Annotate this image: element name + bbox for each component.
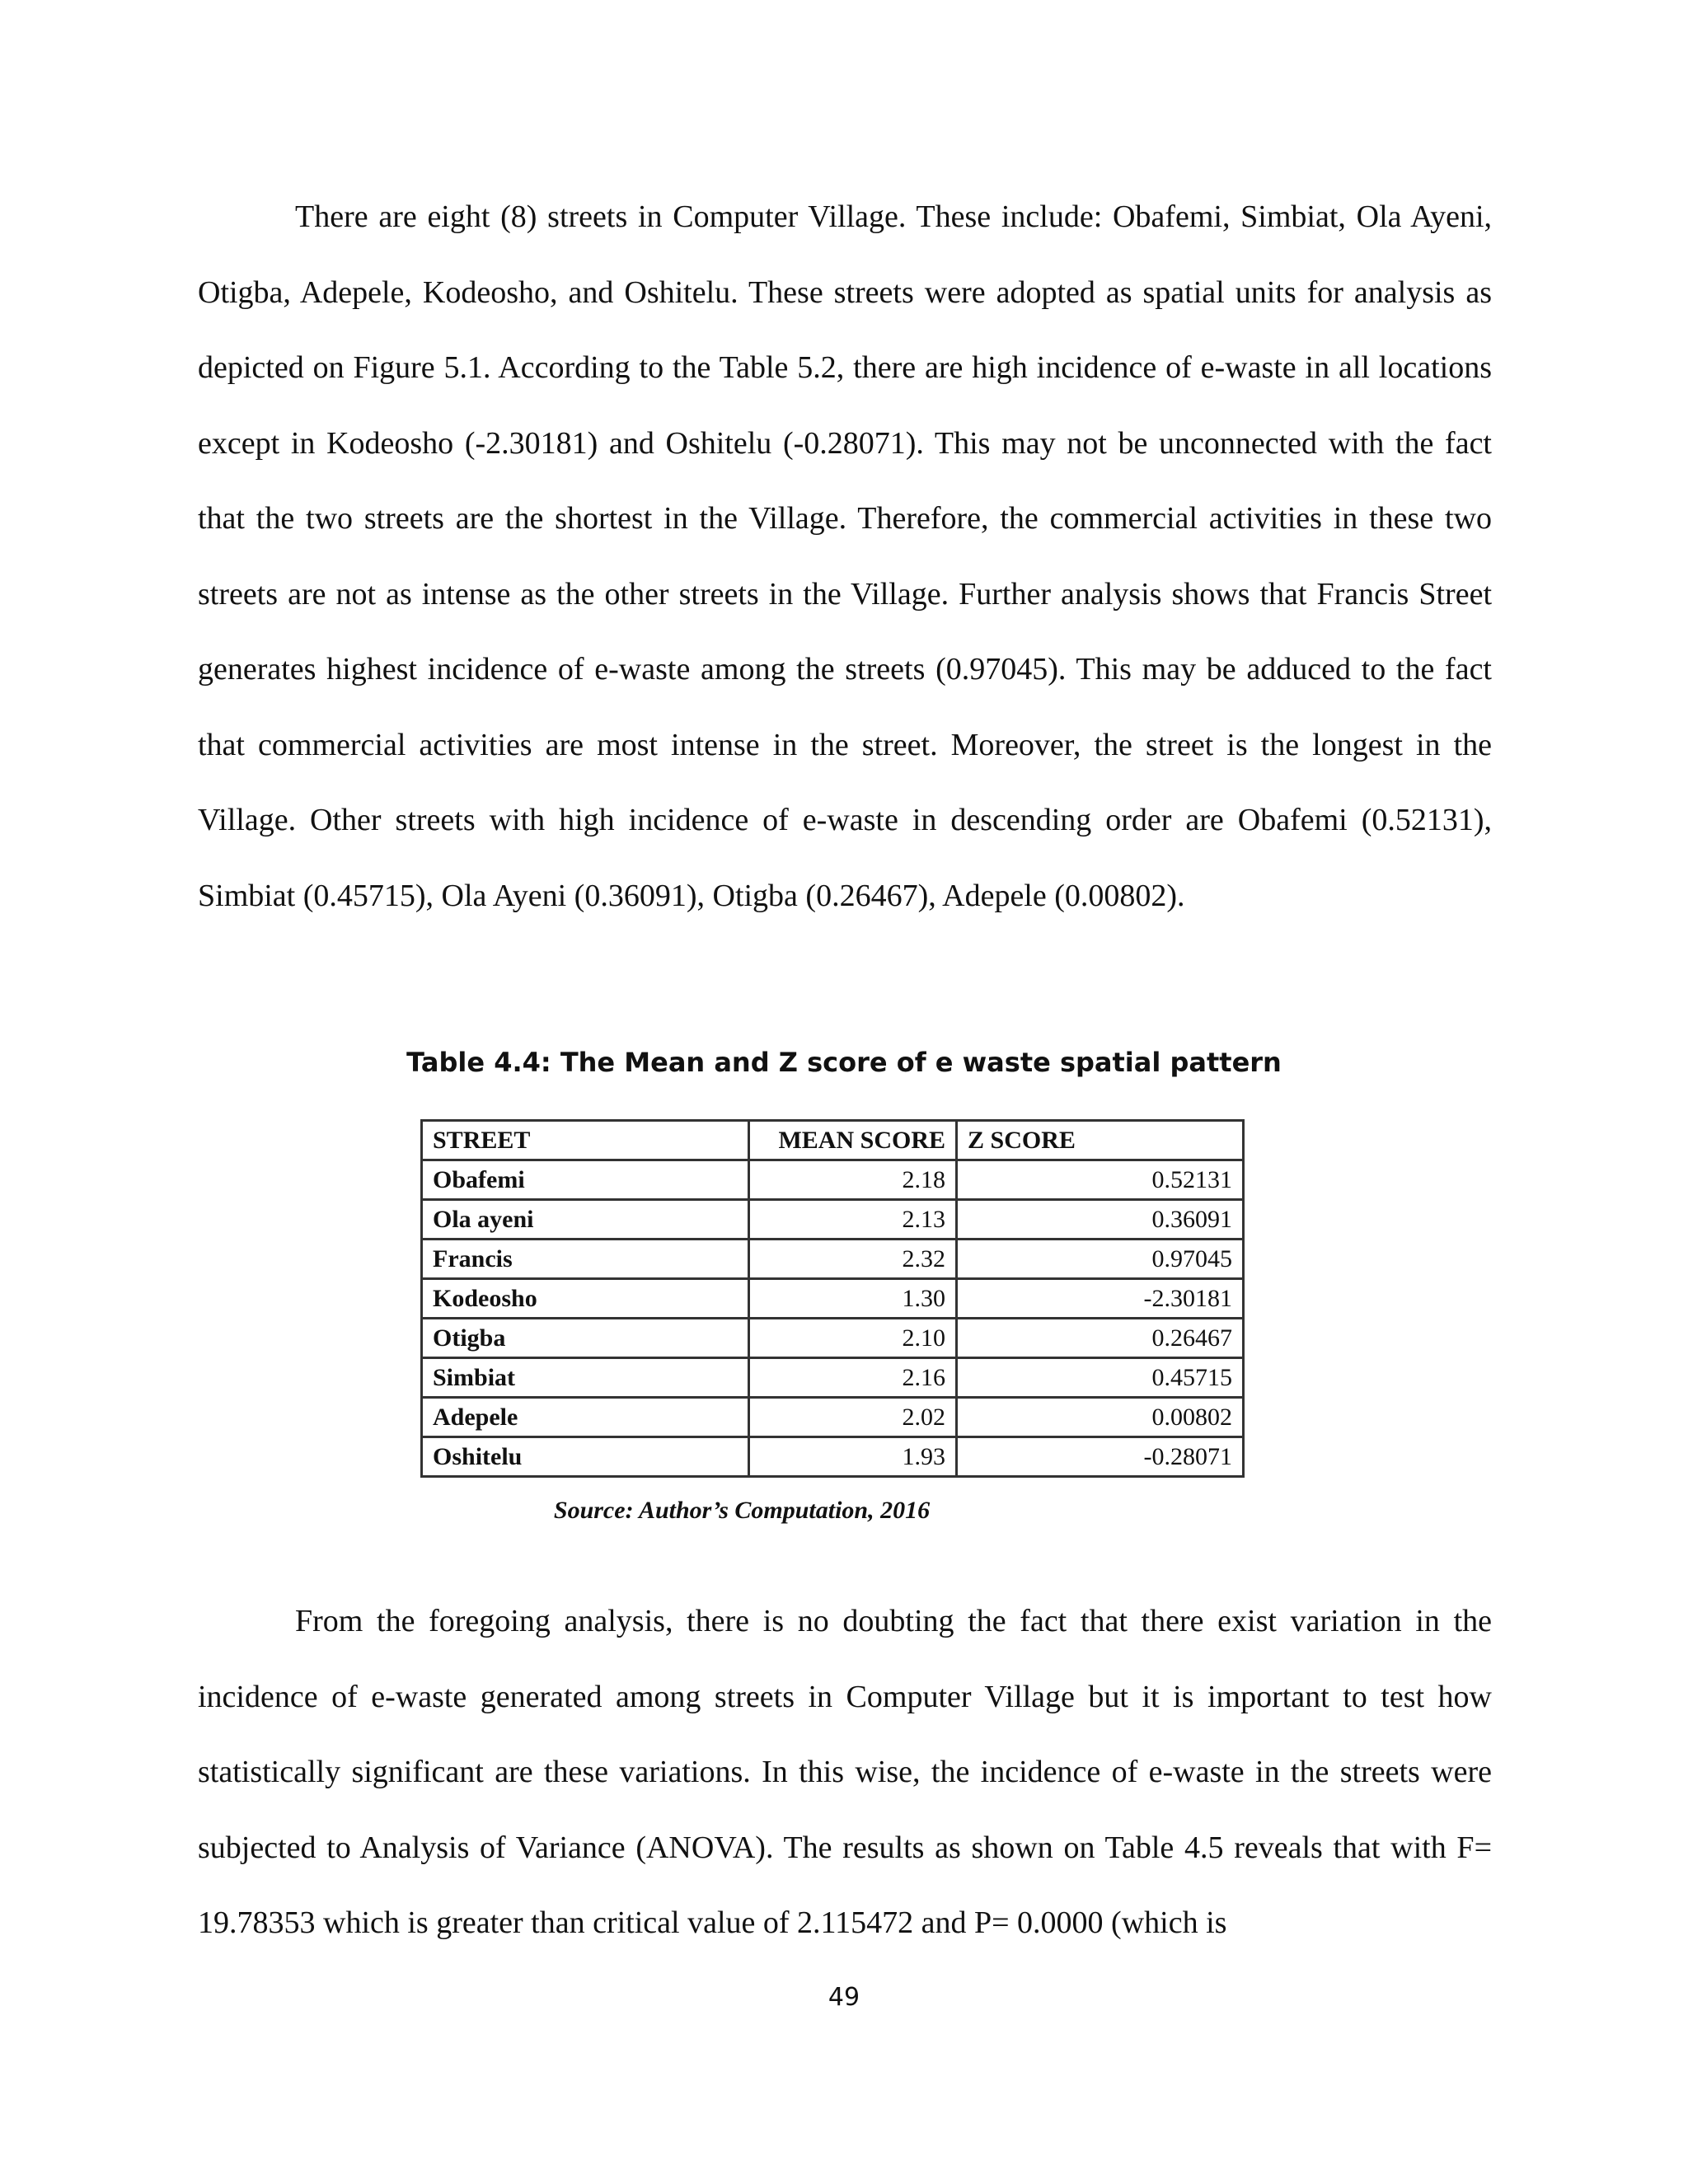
mean-score: 2.02 <box>749 1398 957 1437</box>
table-row <box>422 1279 1244 1319</box>
mean-score: 1.93 <box>749 1437 957 1477</box>
street-name: Adepele <box>422 1398 749 1437</box>
street-name: Simbiat <box>422 1358 749 1398</box>
table-source-note: Source: Author’s Computation, 2016 <box>553 1497 931 1524</box>
header-street: STREET <box>422 1121 749 1160</box>
table-row <box>422 1240 1244 1279</box>
z-score: 0.26467 <box>957 1319 1244 1358</box>
table-caption: Table 4.4: The Mean and Z score of e waste spatial pattern <box>406 1047 1282 1078</box>
street-name: Kodeosho <box>422 1279 749 1319</box>
table-row <box>422 1200 1244 1240</box>
table-row <box>422 1437 1244 1477</box>
paragraph-text: There are eight (8) streets in Computer Village. These include: Obafemi, Simbiat, Ola Ayeni, Otigba, Adepele, Kodeosho, and Oshitelu. These streets were adopted as spatial units for analysis as depicted on Figure 5.1. According to the Table 5.2, there are high incidence of e-waste in all locations except in Kodeosho (-2.30181) and Oshitelu (-0.28071). This may not be unconnected with the fact that the two streets are the shortest in the Village. Therefore, the commercial activities in these two streets are not as intense as the other streets in the Village. Further analysis shows that Francis Street generates highest incidence of e-waste among the streets (0.97045). This may be adduced to the fact that commercial activities are most intense in the street. Moreover, the street is the longest in the Village. Other streets with high incidence of e-waste in descending order are Obafemi (0.52131), Simbiat (0.45715), Ola Ayeni (0.36091), Otigba (0.26467), Adepele (0.00802). <box>198 199 1492 913</box>
z-score: 0.45715 <box>957 1358 1244 1398</box>
header-z-score: Z SCORE <box>957 1121 1244 1160</box>
table-row <box>422 1319 1244 1358</box>
z-score: 0.00802 <box>957 1398 1244 1437</box>
street-name: Ola ayeni <box>422 1200 749 1240</box>
mean-score: 1.30 <box>749 1279 957 1319</box>
header-mean-score: MEAN SCORE <box>749 1121 957 1160</box>
street-name: Otigba <box>422 1319 749 1358</box>
mean-zscore-table <box>420 1119 1245 1478</box>
street-name: Oshitelu <box>422 1437 749 1477</box>
street-name: Obafemi <box>422 1160 749 1200</box>
table-row <box>422 1160 1244 1200</box>
mean-score: 2.16 <box>749 1358 957 1398</box>
paragraph-text: From the foregoing analysis, there is no doubting the fact that there exist variation in the incidence of e-waste generated among streets in Computer Village but it is important to test how statistically significant are these variations. In this wise, the incidence of e-waste in the streets were subjected to Analysis of Variance (ANOVA). The results as shown on Table 4.5 reveals that with F= 19.78353 which is greater than critical value of 2.115472 and P= 0.0000 (which is <box>198 1604 1492 1940</box>
table-row <box>422 1398 1244 1437</box>
mean-score: 2.10 <box>749 1319 957 1358</box>
page-number: 49 <box>828 1983 860 2012</box>
z-score: 0.36091 <box>957 1200 1244 1240</box>
z-score: -0.28071 <box>957 1437 1244 1477</box>
paragraph-street-analysis <box>198 180 1492 934</box>
z-score: -2.30181 <box>957 1279 1244 1319</box>
z-score: 0.97045 <box>957 1240 1244 1279</box>
street-name: Francis <box>422 1240 749 1279</box>
table-row <box>422 1358 1244 1398</box>
mean-score: 2.13 <box>749 1200 957 1240</box>
paragraph-anova <box>198 1584 1492 1961</box>
table-header-row <box>422 1121 1244 1160</box>
mean-score: 2.18 <box>749 1160 957 1200</box>
mean-score: 2.32 <box>749 1240 957 1279</box>
z-score: 0.52131 <box>957 1160 1244 1200</box>
